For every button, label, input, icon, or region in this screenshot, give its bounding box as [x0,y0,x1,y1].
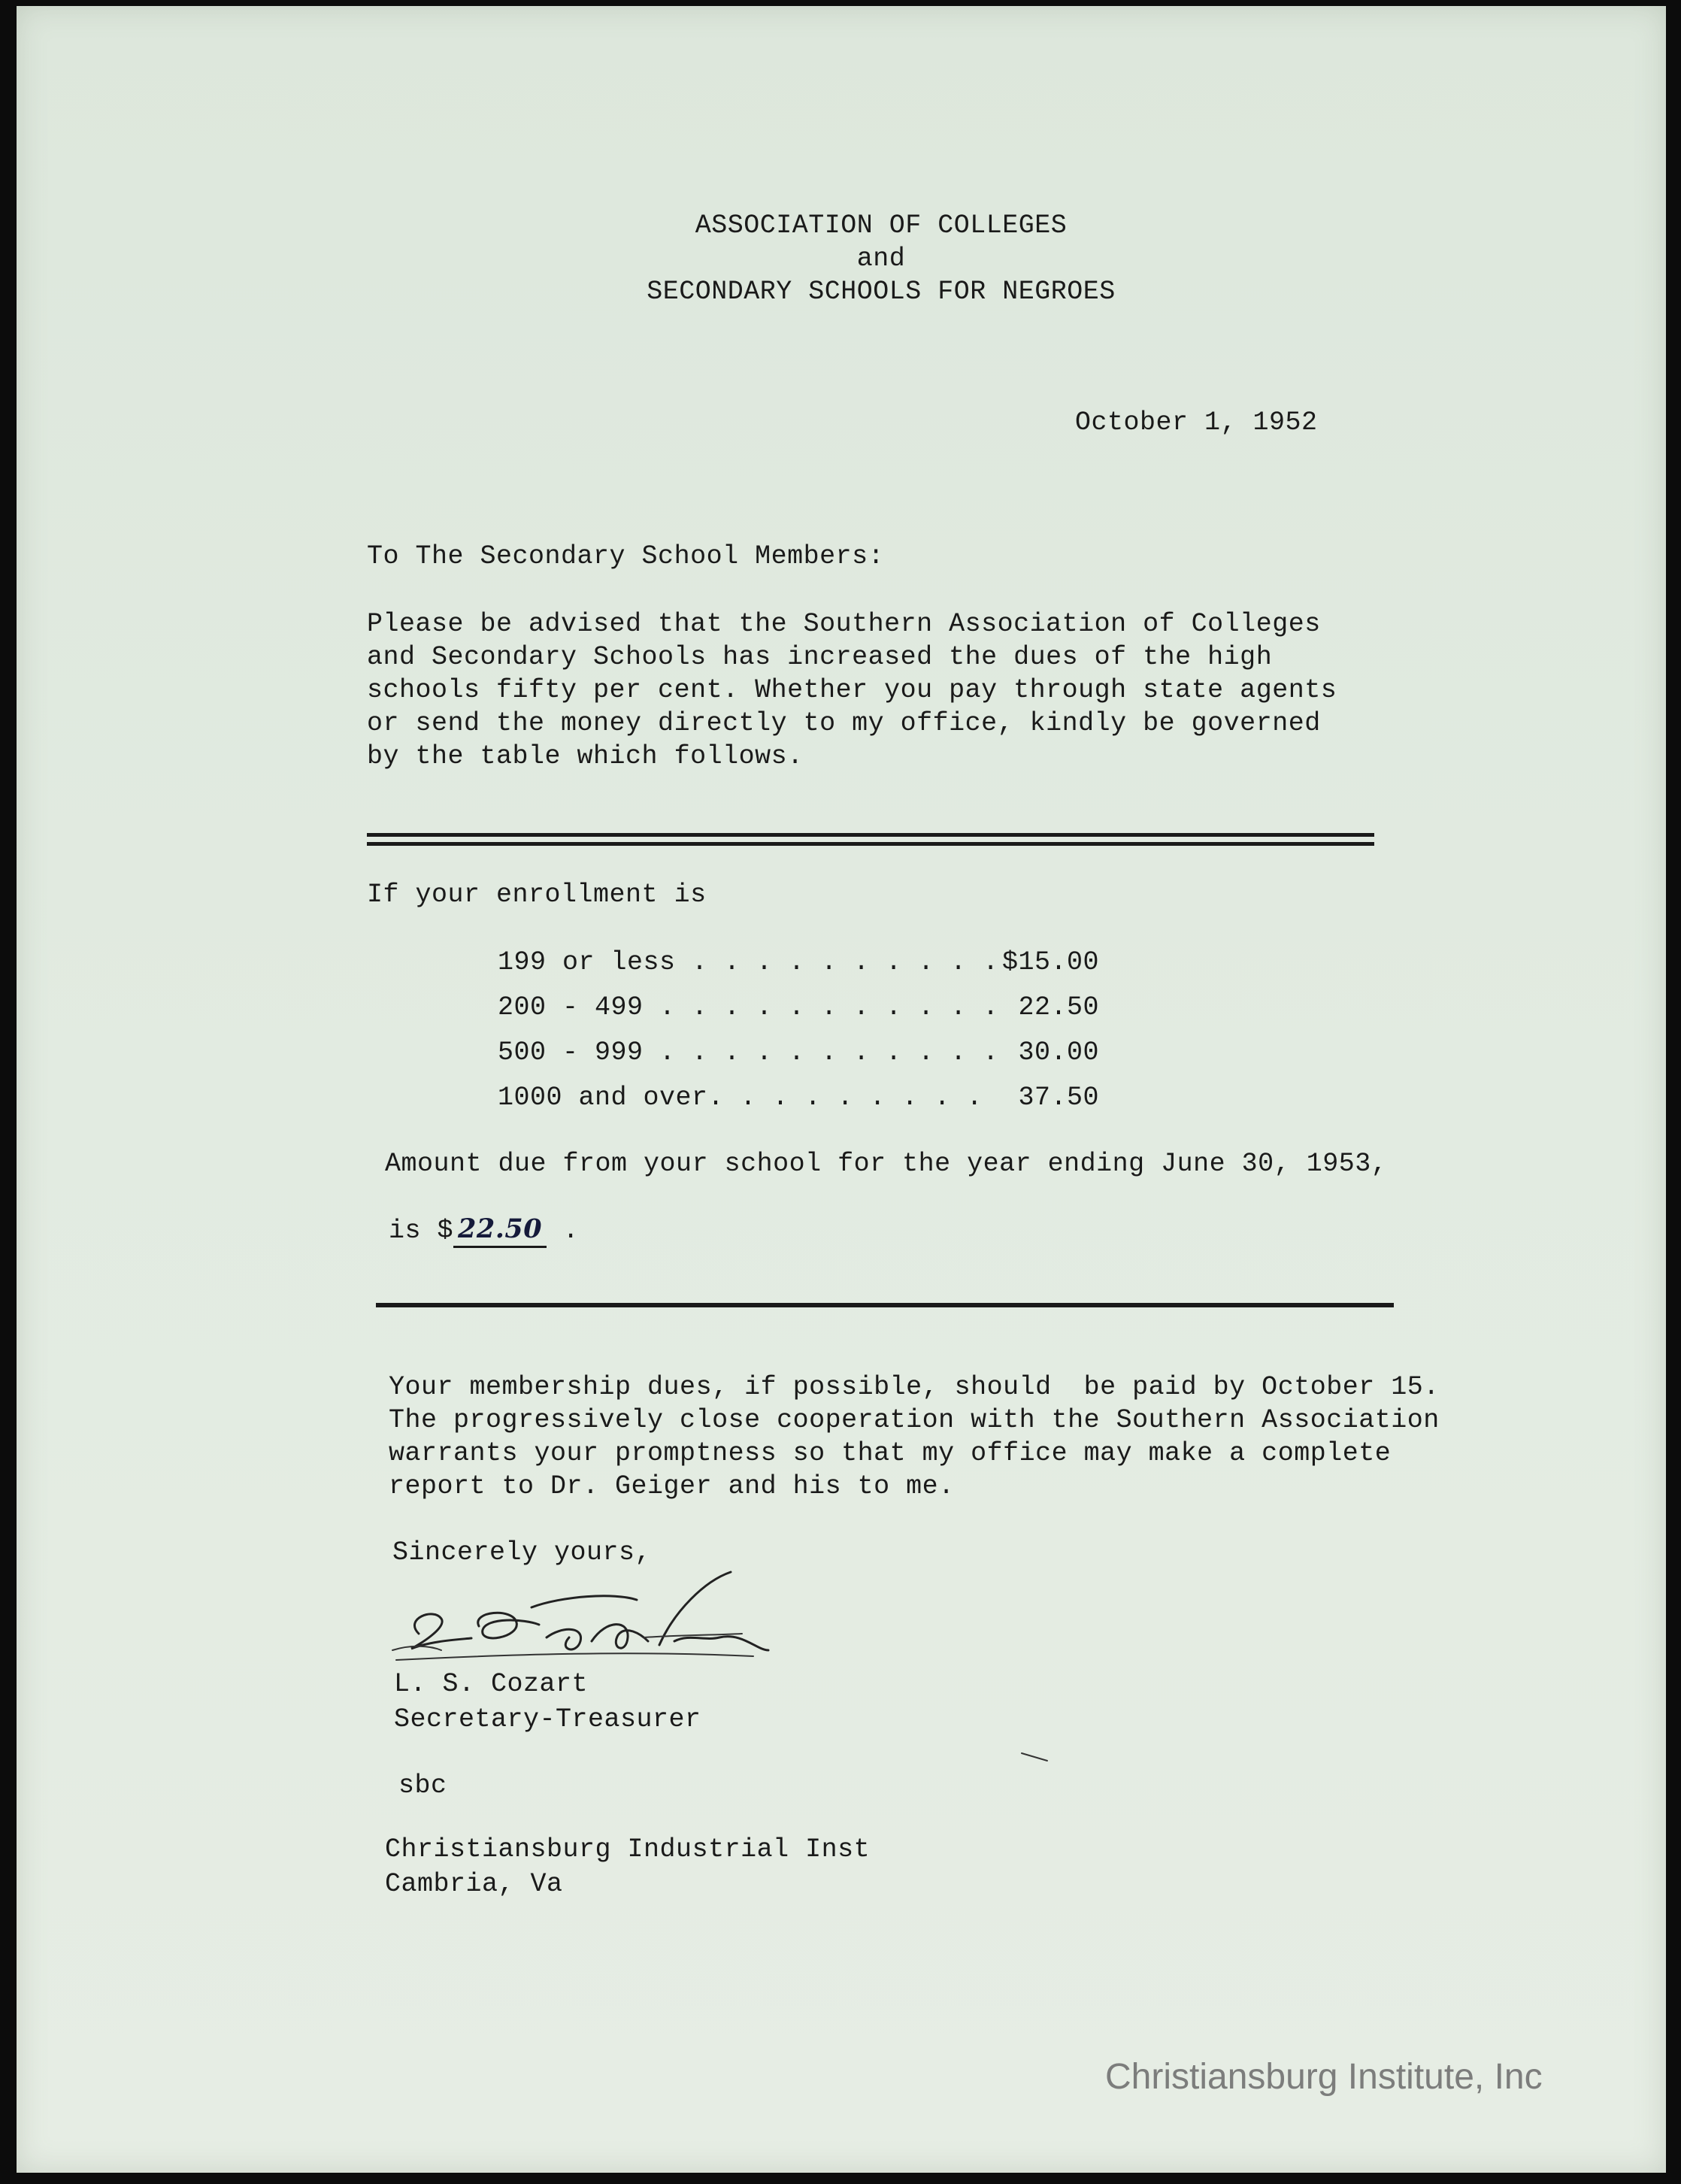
signer-name: L. S. Cozart [394,1669,589,1699]
amount-due-prefix: is $ [389,1216,454,1246]
dues-amount: 37.50 [1018,1083,1099,1113]
dues-row [498,1036,1099,1075]
double-rule-bottom [367,842,1374,846]
archive-watermark: Christiansburg Institute, Inc [1105,2057,1543,2097]
letterhead-line-1: ASSOCIATION OF COLLEGES [695,211,1068,241]
double-rule-top [367,833,1374,837]
dues-amount: 30.00 [1018,1037,1099,1068]
letterhead [543,209,1219,308]
dues-range: 500 - 999 . . . . . . . . . . . [498,1037,999,1068]
enrollment-lead: If your enrollment is [367,880,707,910]
intro-paragraph: Please be advised that the Southern Association of Colleges and Secondary Schools has increased the dues of the high schools fifty per cent. Whether you pay through state agents or send the money directly to my office, kindly be governed by the table which follows. [367,609,1337,771]
letterhead-line-3: SECONDARY SCHOOLS FOR NEGROES [647,277,1116,307]
typist-initials: sbc [398,1771,447,1801]
salutation: To The Secondary School Members: [367,541,885,571]
dues-range: 199 or less . . . . . . . . . . [498,947,999,977]
dues-amount: $15.00 [1001,947,1099,977]
letterhead-line-2: and [856,244,906,274]
dues-range: 200 - 499 . . . . . . . . . . . [498,992,999,1022]
amount-due-value-line [389,1213,579,1248]
dues-row [498,991,1099,1030]
dues-amount: 22.50 [1018,992,1099,1022]
signer-title: Secretary-Treasurer [394,1704,701,1734]
dues-row [498,946,1099,985]
amount-due-handwritten: 22.50 [453,1213,547,1248]
stray-pen-mark [1020,1752,1050,1762]
handwritten-signature [389,1566,780,1679]
letter-page [17,6,1666,2173]
closing-paragraph: Your membership dues, if possible, should be paid by October 15. The progressively close cooperation with the Southern Association warrants your promptness so that my office may make a complete report to Dr. Geiger and his to me. [389,1372,1440,1501]
amount-due-suffix: . [547,1216,580,1246]
single-rule [376,1303,1394,1307]
dues-range: 1000 and over. . . . . . . . . [498,1083,983,1113]
letter-date: October 1, 1952 [1075,407,1318,438]
recipient-line-1: Christiansburg Industrial Inst [385,1834,871,1864]
recipient-line-2: Cambria, Va [385,1869,563,1899]
dues-row [498,1081,1099,1120]
amount-due-line: Amount due from your school for the year ending June 30, 1953, [385,1149,1388,1179]
closing: Sincerely yours, [392,1537,652,1568]
